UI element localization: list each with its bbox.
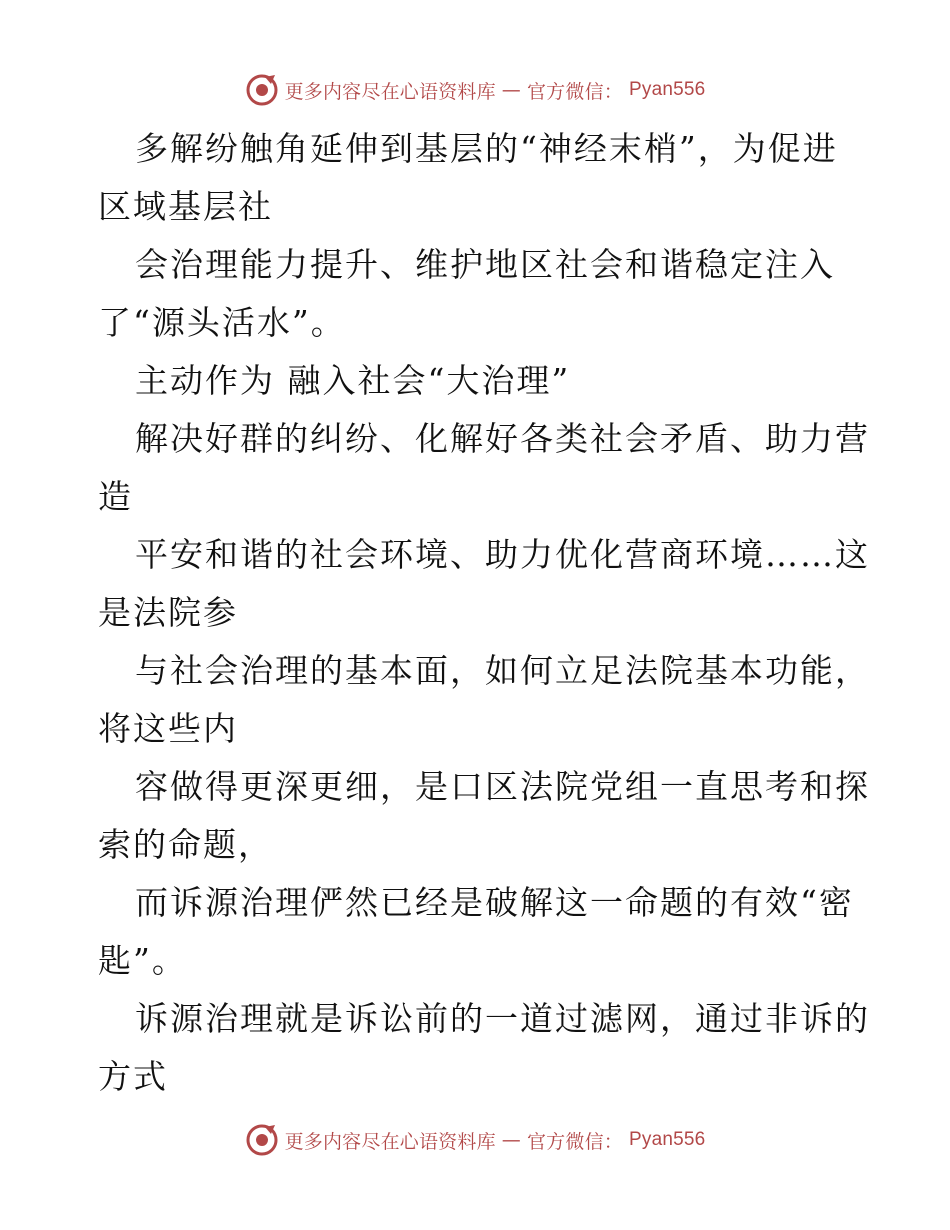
brand-logo-icon [245,1123,279,1157]
footer-watermark [0,1120,950,1160]
watermark-wechat-id: Pyan556 [629,1129,706,1150]
body-line: 与社会治理的基本面，如何立足法院基本功能， [135,651,870,690]
body-line: 将这些内 [98,709,238,748]
brand-logo-icon [245,73,279,107]
header-watermark [0,70,950,110]
body-line: 而诉源治理俨然已经是破解这一命题的有效“密 [135,883,854,922]
section-heading: 主动作为 融入社会“大治理” [135,361,571,400]
body-line: 诉源治理就是诉讼前的一道过滤网，通过非诉的 [135,999,870,1038]
watermark-wechat-id: Pyan556 [629,79,706,100]
watermark-official-text: 官方微信： [526,80,623,103]
body-line: 容做得更深更细，是口区法院党组一直思考和探 [135,767,870,806]
body-line: 索的命题， [98,825,273,864]
body-line: 是法院参 [98,593,238,632]
body-line: 多解纷触角延伸到基层的“神经末梢”，为促进 [135,129,838,168]
body-line: 匙”。 [98,941,187,980]
watermark-separator: — [501,1129,521,1151]
body-line: 方式 [98,1057,168,1096]
watermark-separator: — [501,79,521,101]
watermark-brand-text: 更多内容尽在心语资料库 [284,1130,496,1153]
body-line: 区域基层社 [98,187,273,226]
body-line: 会治理能力提升、维护地区社会和谐稳定注入 [135,245,835,284]
body-line: 了“源头活水”。 [98,303,346,342]
body-line: 平安和谐的社会环境、助力优化营商环境……这 [135,535,870,574]
document-body [98,120,870,1106]
watermark-official-text: 官方微信： [526,1130,623,1153]
body-line: 解决好群的纠纷、化解好各类社会矛盾、助力营 [135,419,870,458]
body-line: 造 [98,477,133,516]
watermark-brand-text: 更多内容尽在心语资料库 [284,80,496,103]
